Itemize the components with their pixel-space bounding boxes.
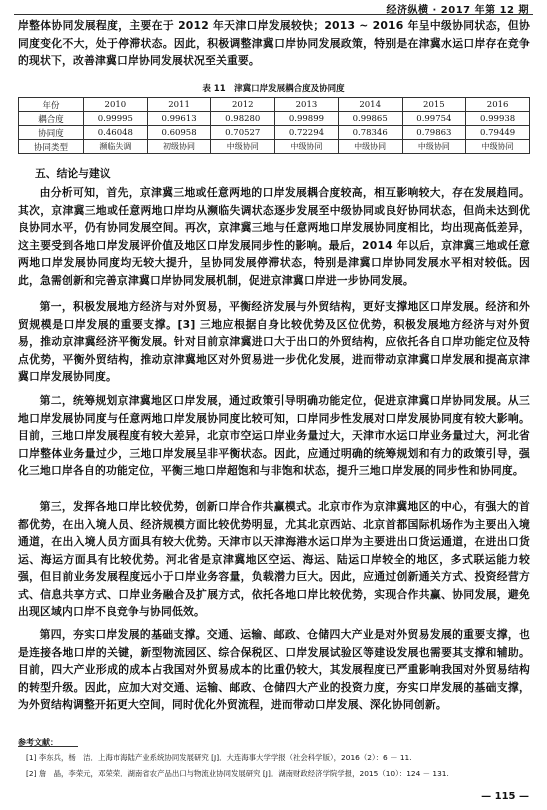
table-row	[19, 126, 530, 140]
body-paragraph: 由分析可知，首先，京津冀三地或任意两地的口岸发展耦合度较高，相互影响较大，存在发展趋同。其次，京津冀三地或任意两地口岸均从濒临失调状态逐步发展至中级协同或良好协同状态，但尚未达到优良协同水平，仍有协同发展空间。再次，京津冀三地与任意两地口岸发展协同度相比，均出现高低差异，这主要受到各地口岸发展评价值及地区口岸发展同步性的影响。最后，2014 年以后，京津冀三地或任意两地口岸发展协同度均无较大提升，呈协同发展停滞状态，特别是津冀口岸协同发展水平相对较低。因此，急需创新和完善京津冀口岸协同发展机制，促进京津冀口岸进一步协同发展。	[18, 186, 530, 287]
table-cell: 0.79863	[402, 126, 466, 140]
table-cell: 0.99865	[338, 112, 402, 126]
header-rule	[14, 14, 533, 15]
table-cell: 初级协同	[147, 140, 211, 154]
table-cell: 濒临失调	[84, 140, 148, 154]
table-header-row	[19, 98, 530, 112]
table-cell: 中级协同	[402, 140, 466, 154]
table-header-cell: 2013	[275, 98, 339, 112]
table-cell: 0.98280	[211, 112, 275, 126]
body-paragraph: 第三，发挥各地口岸比较优势，创新口岸合作共赢模式。北京市作为京津冀地区的中心，有强大的首都优势，在出入境人员、经济规模方面比较优势明显，尤其北京西站、北京首都国际机场作为主要出入境通道，在出入境人员方面具有较大优势。天津市以天津海港水运口岸为主要进出口货运通道，在进出口货运、海运方面具有比较优势。河北省是京津冀地区空运、海运、陆运口岸较全的地区，多式联运能力较强，但目前业务发展程度远小于口岸业务容量，负载潜力巨大。因此，应通过创新通关方式、投资经营方式、信息共享方式、口岸业务融合及扩展方式，依托各地口岸比较优势，实现合作共赢、协同发展，避免出现区域内口岸不良竞争与协同低效。	[18, 500, 530, 618]
table-cell: 0.99995	[84, 112, 148, 126]
table-header-cell: 2010	[84, 98, 148, 112]
table-header-cell: 2014	[338, 98, 402, 112]
table-caption: 表 11 津冀口岸发展耦合度及协同度	[202, 84, 345, 94]
table-cell: 0.72294	[275, 126, 339, 140]
row-label: 协同度	[19, 126, 84, 140]
table-cell: 0.46048	[84, 126, 148, 140]
table-header-cell: 2016	[466, 98, 530, 112]
body-paragraph: 第二，统筹规划京津冀地区口岸发展，通过政策引导明确功能定位，促进京津冀口岸协同发展。从三地口岸发展协同度与任意两地口岸发展协同度比较可知，口岸同步性发展对口岸发展协同度有较大影响。目前，三地口岸发展程度有较大差异，北京市空运口岸业务量过大，天津市水运口岸业务量过大，河北省口岸整体业务量过少，三地口岸发展呈非平衡状态。因此，应通过明确的统筹规划和有力的政策引导，强化三地口岸各自的功能定位，平衡三地口岸超饱和与非饱和状态，提升三地口岸发展的同步性和协同度。	[18, 394, 530, 477]
table-cell: 中级协同	[275, 140, 339, 154]
row-label: 协同类型	[19, 140, 84, 154]
table-cell: 中级协同	[466, 140, 530, 154]
table-cell: 0.60958	[147, 126, 211, 140]
table-cell: 0.99938	[466, 112, 530, 126]
body-paragraph: 第一，积极发展地方经济与对外贸易，平衡经济发展与外贸结构，更好支撑地区口岸发展。经济和外贸规模是口岸发展的重要支撑。[3] 三地应根据自身比较优势及区位优势，积极发展地方经济与对外贸易，推动京津冀经济平衡发展。针对目前京津冀进口大于出口的外贸结构，应依托各自口岸功能定位及特点优势，平衡外贸结构，推动京津冀地区对外贸易进一步优化发展，进而带动京津冀口岸发展和提高京津冀口岸发展协同度。	[18, 300, 530, 383]
table-cell: 0.79449	[466, 126, 530, 140]
intro-paragraph: 岸整体协同发展程度，主要在于 2012 年天津口岸发展较快；2013 ~ 2016 年呈中级协同状态，但协同度变化不大，处于停滞状态。因此，积极调整津冀口岸协同发展政策，特别是在津冀水运口岸存在竞争的现状下，改善津冀口岸协同发展状况至关重要。	[18, 19, 530, 67]
table-header-cell: 2012	[211, 98, 275, 112]
table-header-cell: 2011	[147, 98, 211, 112]
section-heading: 五、结论与建议	[35, 167, 111, 180]
table-cell: 0.99754	[402, 112, 466, 126]
table-cell: 中级协同	[211, 140, 275, 154]
table-row	[19, 140, 530, 154]
row-label: 耦合度	[19, 112, 84, 126]
table-cell: 0.99899	[275, 112, 339, 126]
page-number: — 115 —	[481, 791, 529, 802]
coupling-table	[18, 97, 530, 154]
table-cell: 0.70527	[211, 126, 275, 140]
table-cell: 0.99613	[147, 112, 211, 126]
reference-item: [2] 詹 晶，李荣元，邓荣荣．湖南省农产品出口与物流业协同发展研究 [J]．湖南财政经济学院学报，2015（10）：124 － 131.	[26, 769, 449, 778]
reference-item: [1] 李东兵，杨 洁．上海市海陆产业系统协同发展研究 [J]．大连海事大学学报（社会科学版），2016（2）：6 － 11.	[26, 753, 412, 762]
table-cell: 0.78346	[338, 126, 402, 140]
body-paragraph: 第四，夯实口岸发展的基础支撑。交通、运输、邮政、仓储四大产业是对外贸易发展的重要支撑，也是连接各地口岸的关键，新型物流园区、综合保税区、口岸发展试验区等建设发展也需要其支撑和辅助。目前，四大产业形成的成本占我国对外贸易成本的比重仍较大，其发展程度已严重影响我国对外贸易结构的转型升级。因此，应加大对交通、运输、邮政、仓储四大产业的投资力度，夯实口岸发展的基础支撑，为外贸结构调整开拓更大空间，同时优化外贸流程，进而带动口岸发展、深化协同创新。	[18, 628, 530, 711]
table-header-cell: 年份	[19, 98, 84, 112]
table-cell: 中级协同	[338, 140, 402, 154]
references-title: 参考文献：	[18, 738, 58, 747]
table-row	[19, 112, 530, 126]
page-header	[0, 0, 547, 15]
table-header-cell: 2015	[402, 98, 466, 112]
journal-title: 经济纵横 · 2017 年第 12 期	[386, 5, 529, 16]
references-rule	[18, 746, 78, 747]
